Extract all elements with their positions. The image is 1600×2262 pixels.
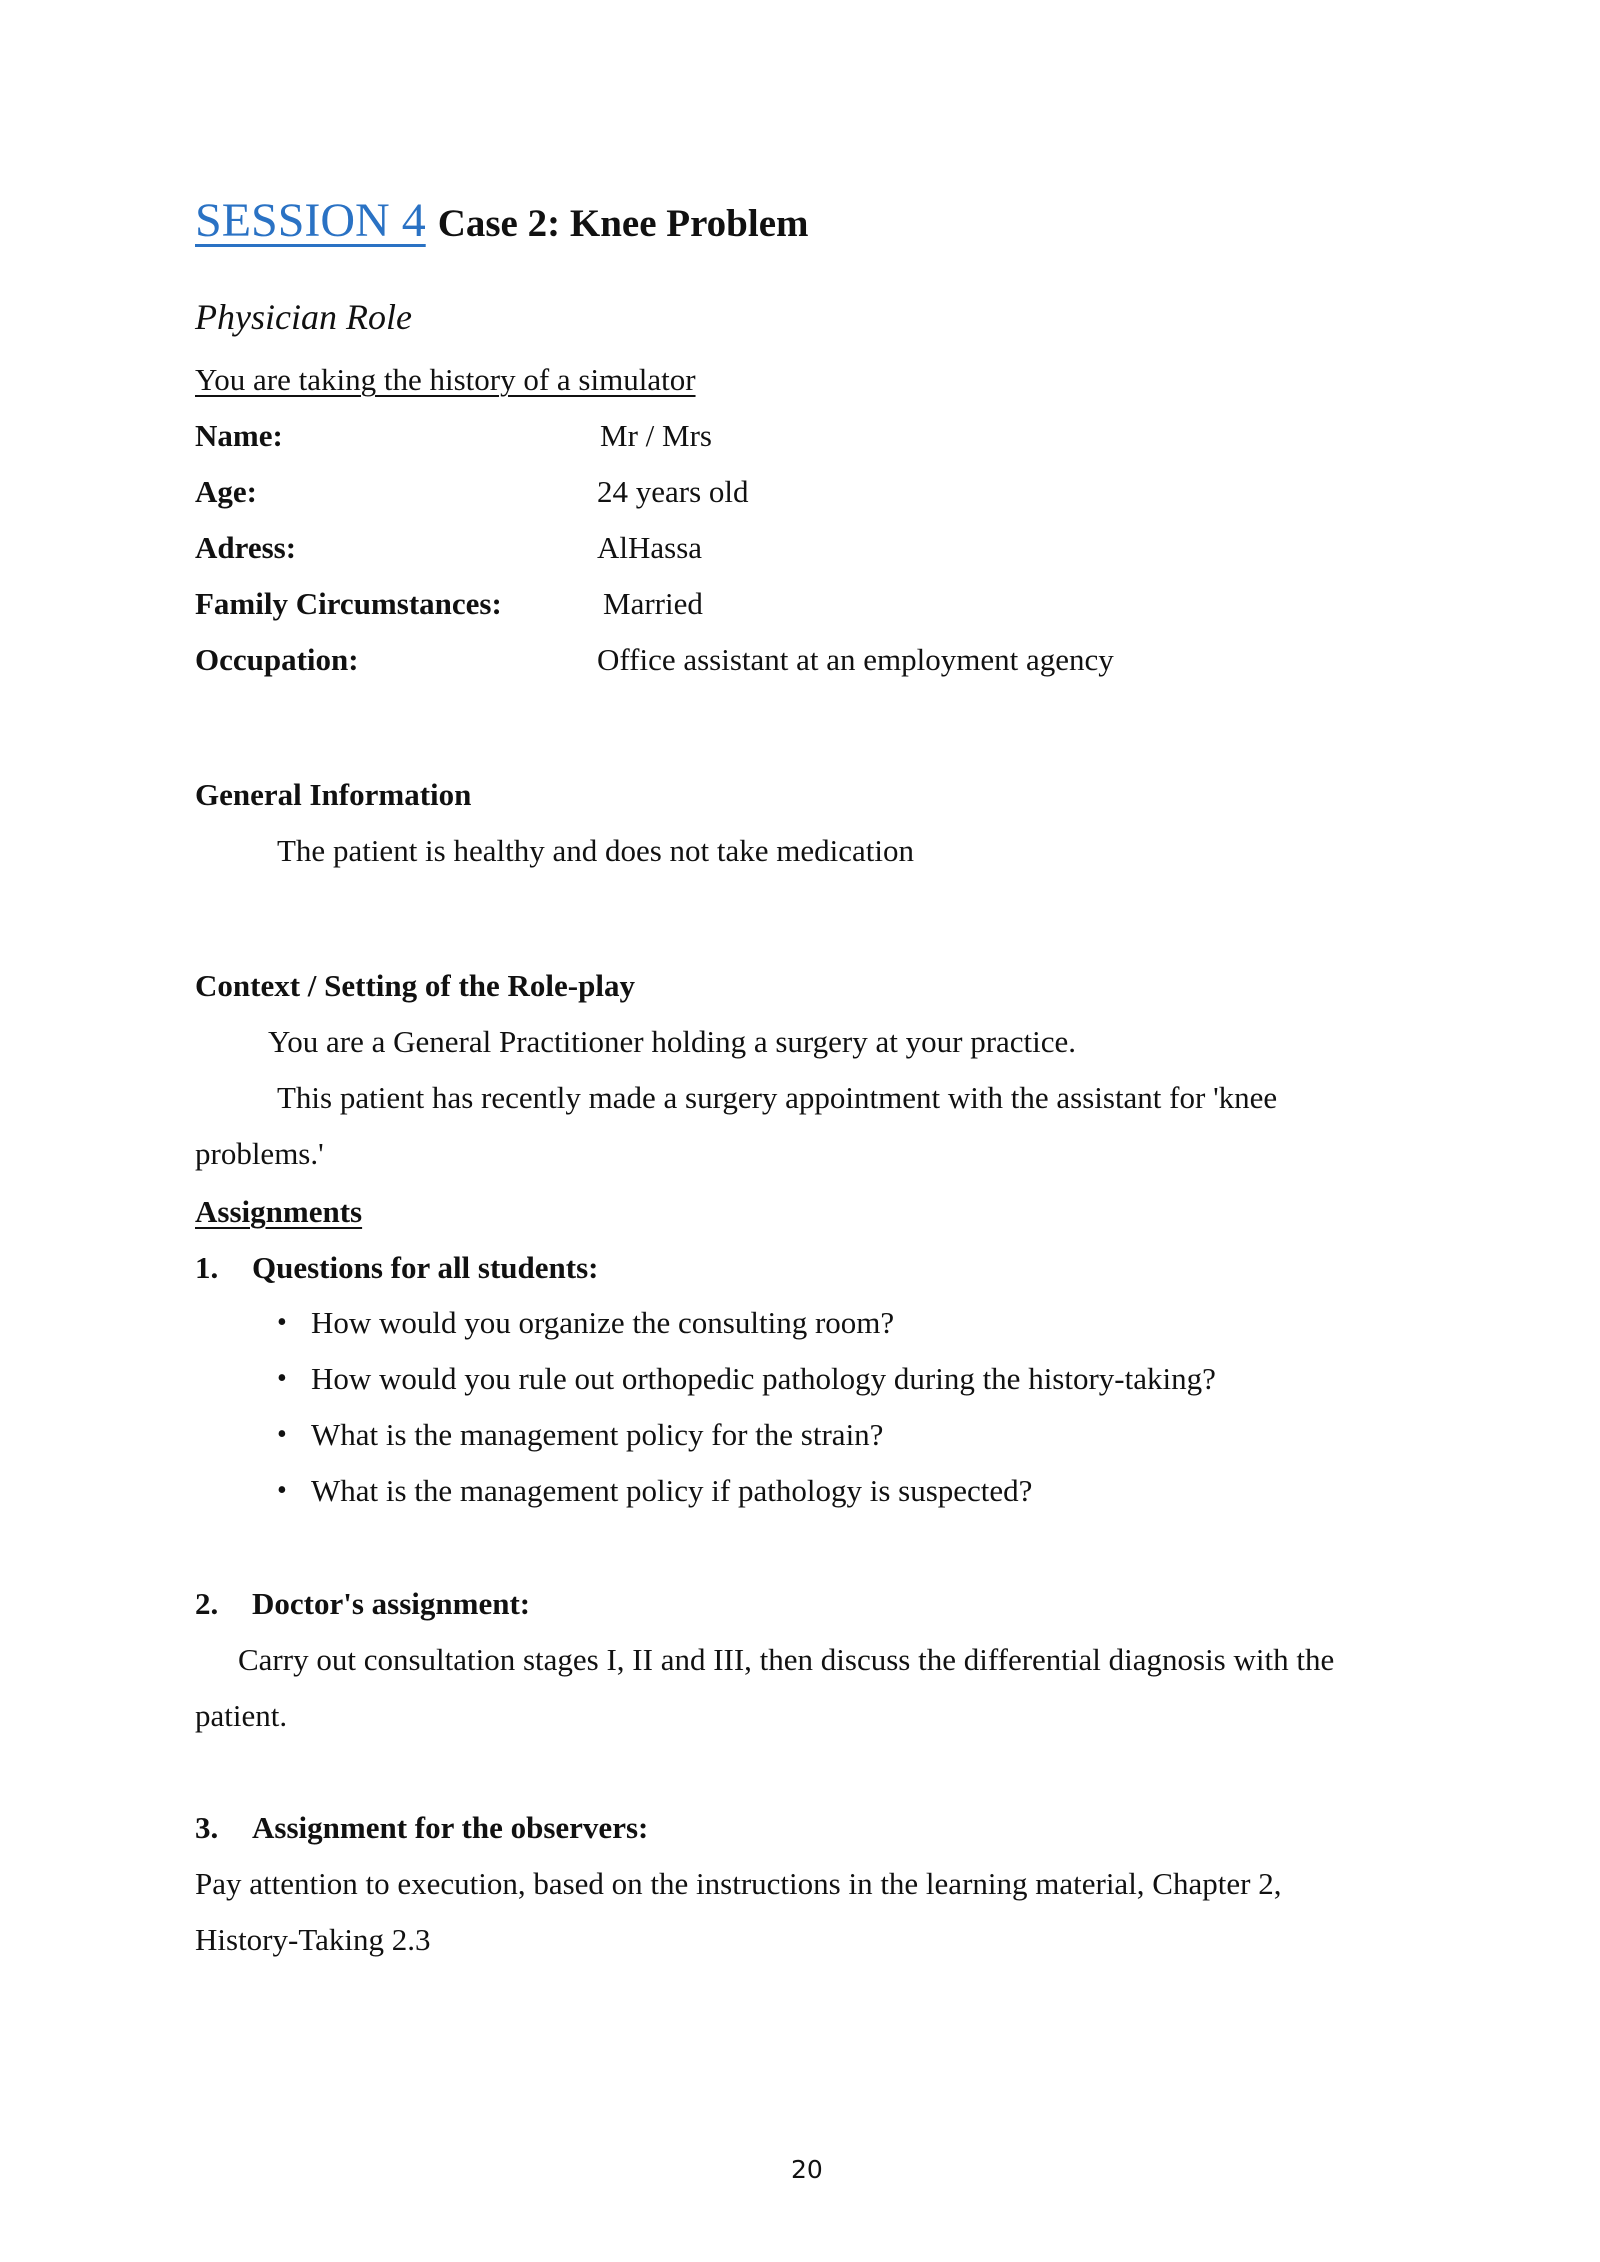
q2-text-a: Carry out consultation stages I, II and III, then discuss the differential diagnosis with the (238, 1642, 1335, 1677)
profile-label-occupation: Occupation: (195, 642, 359, 677)
bullet-dot: • (277, 1475, 287, 1506)
q1-bullet-4: What is the management policy if pathology is suspected? (311, 1473, 1033, 1508)
bullet-dot: • (277, 1307, 287, 1338)
profile-value-name: Mr / Mrs (600, 418, 712, 453)
q1-bullet-1: How would you organize the consulting room? (311, 1305, 895, 1340)
profile-value-age: 24 years old (597, 474, 749, 509)
profile-label-address: Adress: (195, 530, 297, 565)
q1-number: 1. (195, 1250, 219, 1285)
profile-value-family: Married (603, 586, 703, 621)
q2-number: 2. (195, 1586, 219, 1621)
q2-title: Doctor's assignment: (252, 1586, 531, 1621)
profile-value-address: AlHassa (597, 530, 703, 565)
q3-text-a: Pay attention to execution, based on the instructions in the learning material, Chapter 2, (195, 1866, 1282, 1901)
page-title (195, 193, 809, 248)
q1-bullet-3: What is the management policy for the strain? (311, 1417, 884, 1452)
profile-label-family: Family Circumstances: (195, 586, 502, 621)
intro-text: You are taking the history of a simulator (195, 362, 696, 397)
bullet-dot: • (277, 1419, 287, 1450)
q3-title: Assignment for the observers: (252, 1810, 649, 1845)
profile-label-name: Name: (195, 418, 283, 453)
bullet-dot: • (277, 1363, 287, 1394)
profile-value-occupation: Office assistant at an employment agency (597, 642, 1114, 677)
q3-text-b: History-Taking 2.3 (195, 1922, 431, 1957)
general-info-heading: General Information (195, 777, 472, 812)
page-number: 20 (791, 2155, 823, 2184)
q2-text-b: patient. (195, 1698, 288, 1733)
context-heading: Context / Setting of the Role-play (195, 968, 635, 1003)
case-title: Case 2: Knee Problem (437, 202, 809, 245)
session-link[interactable]: SESSION 4 (195, 194, 426, 247)
context-line-1: You are a General Practitioner holding a surgery at your practice. (268, 1024, 1077, 1059)
role-heading: Physician Role (195, 297, 412, 337)
q3-number: 3. (195, 1810, 219, 1845)
profile-label-age: Age: (195, 474, 257, 509)
q1-bullet-2: How would you rule out orthopedic pathology during the history-taking? (311, 1361, 1216, 1396)
q1-title: Questions for all students: (252, 1250, 599, 1285)
general-info-text: The patient is healthy and does not take medication (277, 833, 915, 868)
context-line-2b: problems.' (195, 1136, 324, 1171)
context-line-2a: This patient has recently made a surgery appointment with the assistant for 'knee (277, 1080, 1278, 1115)
assignments-heading: Assignments (195, 1194, 363, 1229)
